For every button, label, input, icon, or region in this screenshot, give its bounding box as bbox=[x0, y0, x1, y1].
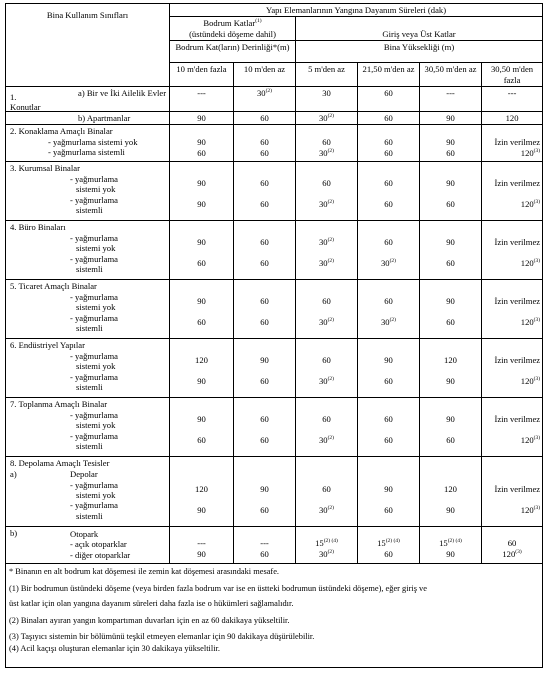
row-otopark-s1: - açık otoparklar bbox=[70, 539, 127, 550]
cell-value: 60 bbox=[322, 296, 331, 307]
cell: 60 bbox=[358, 112, 420, 125]
cell-value: --- bbox=[260, 538, 269, 549]
cell bbox=[358, 457, 420, 527]
cell-value: 60 bbox=[384, 296, 393, 307]
cell bbox=[170, 339, 234, 398]
cell-value: 30 bbox=[318, 147, 328, 158]
row-endustriyel-s1b: sistemi yok bbox=[76, 361, 116, 372]
cell bbox=[420, 457, 482, 527]
table-row-konaklama bbox=[6, 125, 543, 162]
cell bbox=[170, 398, 234, 457]
cell-value: İzin verilmez bbox=[494, 414, 541, 425]
footnote-1a: (1) Bir bodrumun üstündeki döşeme (veya birden fazla bodrum var ise en üstteki bodrumun üstündeki döşeme), eğer giriş ve bbox=[9, 583, 427, 593]
cell bbox=[296, 112, 358, 125]
cell-value: 120 bbox=[520, 258, 534, 269]
cell-value: 15 bbox=[439, 538, 448, 549]
cell-value: 120 bbox=[195, 355, 208, 366]
row-buro-label bbox=[6, 221, 170, 280]
cell-value: 90 bbox=[197, 137, 206, 148]
cell: 60 bbox=[234, 112, 296, 125]
cell bbox=[296, 339, 358, 398]
cell bbox=[482, 527, 543, 564]
sup: (2) bbox=[327, 376, 334, 383]
cell-value: 60 bbox=[322, 355, 331, 366]
cell bbox=[420, 527, 482, 564]
row-kurumsal-label bbox=[6, 162, 170, 221]
cell-value: 90 bbox=[197, 376, 206, 387]
cell bbox=[358, 221, 420, 280]
cell bbox=[420, 221, 482, 280]
cell-value: 60 bbox=[260, 258, 269, 269]
cell-value: 90 bbox=[446, 296, 455, 307]
header-giris bbox=[296, 17, 543, 41]
footnote-3: (3) Taşıyıcı sistemin bir bölümünü teşkil etmeyen elemanlar için 90 dakikaya düşürülebilir. bbox=[9, 632, 315, 642]
sup: (3) bbox=[533, 199, 541, 206]
cell-value: 90 bbox=[260, 484, 269, 495]
row-buro-s2b: sistemli bbox=[76, 264, 103, 275]
cell-value: 60 bbox=[322, 414, 331, 425]
cell-value: 60 bbox=[322, 484, 331, 495]
sup: (2) (4) bbox=[323, 538, 338, 545]
header-bodrum-depth: Bodrum Kat(ların) Derinliği*(m) bbox=[170, 41, 296, 63]
cell-value: 90 bbox=[384, 355, 393, 366]
cell bbox=[296, 398, 358, 457]
row-endustriyel-s1a: - yağmurlama bbox=[70, 350, 118, 361]
cell-value: 60 bbox=[446, 258, 455, 269]
sup: (2) (4) bbox=[385, 538, 400, 545]
row-buro-title: 4. Büro Binaları bbox=[10, 222, 66, 233]
cell-value: 30 bbox=[380, 258, 390, 269]
cell-value: İzin verilmez bbox=[494, 355, 541, 366]
sup: (2) bbox=[327, 113, 334, 120]
row-kurumsal-s1b: sistemi yok bbox=[76, 184, 116, 195]
cell-value: 30 bbox=[318, 376, 328, 387]
cell-value: 60 bbox=[384, 178, 393, 189]
cell-value: 60 bbox=[322, 137, 331, 148]
cell-value: 60 bbox=[384, 414, 393, 425]
cell-value: 90 bbox=[446, 178, 455, 189]
cell-value: 60 bbox=[260, 199, 269, 210]
row-konutlar-group: 1. Konutlar bbox=[10, 92, 41, 112]
row-buro-s1a: - yağmurlama bbox=[70, 232, 118, 243]
cell bbox=[296, 527, 358, 564]
row-depolama-a: a) bbox=[10, 468, 17, 479]
cell-value: 120 bbox=[520, 376, 534, 387]
footnote-1b: üst katlar için olan yangına dayanım süreleri daha fazla ise o hükümleri sağlamalıdır. bbox=[9, 599, 294, 609]
header-bina-yuksekligi: Bina Yüksekliği (m) bbox=[296, 41, 543, 63]
cell-value: 60 bbox=[446, 199, 455, 210]
sup: (2) bbox=[327, 199, 334, 206]
fire-resistance-table bbox=[5, 3, 543, 668]
row-kurumsal-title: 3. Kurumsal Binalar bbox=[10, 163, 80, 174]
cell-value: 60 bbox=[260, 435, 269, 446]
row-toplanma-s1a: - yağmurlama bbox=[70, 409, 118, 420]
cell-value: 120 bbox=[520, 199, 534, 210]
sup: (2) bbox=[327, 237, 334, 244]
sup: (3) bbox=[533, 435, 541, 442]
cell-value: 60 bbox=[197, 317, 206, 328]
col-header-6: 30,50 m'den fazla bbox=[482, 63, 543, 87]
footnote-2: (2) Binaları ayıran yangın kompartıman duvarları için en az 60 dakikaya yükseltilir. bbox=[9, 615, 290, 625]
cell-value: 120 bbox=[444, 355, 457, 366]
cell: 120 bbox=[482, 112, 543, 125]
row-depolama-s2a: - yağmurlama bbox=[70, 500, 118, 511]
cell bbox=[296, 280, 358, 339]
cell-value: 60 bbox=[260, 147, 269, 158]
cell-value: 120 bbox=[502, 548, 516, 559]
cell-value: 90 bbox=[446, 505, 455, 516]
header-bodrum-title: Bodrum Katlar bbox=[203, 18, 256, 29]
table-row-depolama bbox=[6, 457, 543, 527]
table-row-endustriyel bbox=[6, 339, 543, 398]
cell bbox=[482, 221, 543, 280]
cell bbox=[234, 280, 296, 339]
row-toplanma-label bbox=[6, 398, 170, 457]
cell bbox=[358, 339, 420, 398]
row-otopark-b: b) bbox=[10, 528, 18, 539]
row-ticaret-label bbox=[6, 280, 170, 339]
cell-value: 120 bbox=[195, 484, 208, 495]
sup: (3) bbox=[533, 258, 541, 265]
footnote-star: * Binanın en alt bodrum kat döşemesi ile zemin kat döşemesi arasındaki mesafe. bbox=[9, 567, 280, 577]
cell-value: İzin verilmez bbox=[494, 484, 541, 495]
cell-value: 90 bbox=[197, 296, 206, 307]
sup: (2) bbox=[389, 258, 396, 265]
cell-value: 90 bbox=[384, 484, 393, 495]
cell-value: 120 bbox=[444, 484, 457, 495]
cell bbox=[234, 221, 296, 280]
col-header-4: 21,50 m'den az bbox=[358, 63, 420, 87]
cell-value: 90 bbox=[197, 178, 206, 189]
cell-value: 30 bbox=[380, 317, 390, 328]
row-buro-s2a: - yağmurlama bbox=[70, 253, 118, 264]
header-main-title: Yapı Elemanlarının Yangına Dayanım Süreleri (dak) bbox=[170, 4, 543, 17]
cell bbox=[482, 339, 543, 398]
cell bbox=[482, 162, 543, 221]
cell bbox=[170, 527, 234, 564]
sup: (3) bbox=[533, 505, 541, 512]
cell-value: 60 bbox=[446, 147, 455, 158]
row-ticaret-title: 5. Ticaret Amaçlı Binalar bbox=[10, 281, 97, 292]
row-konutlar-label bbox=[6, 87, 170, 112]
cell bbox=[482, 457, 543, 527]
cell bbox=[420, 280, 482, 339]
cell: 90 bbox=[420, 112, 482, 125]
cell-value: 30 bbox=[318, 435, 328, 446]
col-header-2: 10 m'den az bbox=[234, 63, 296, 87]
table-row-buro bbox=[6, 221, 543, 280]
cell bbox=[482, 125, 543, 162]
header-bodrum-note: (üstündeki döşeme dahil) bbox=[189, 28, 276, 39]
footnotes-row bbox=[6, 564, 543, 668]
row-otopark-s2: - diğer otoparklar bbox=[70, 549, 131, 560]
row-ticaret-s2a: - yağmurlama bbox=[70, 312, 118, 323]
row-buro-s1b: sistemi yok bbox=[76, 243, 116, 254]
row-depolama-label bbox=[6, 457, 170, 527]
row-otopark-label bbox=[6, 527, 170, 564]
cell bbox=[420, 398, 482, 457]
cell bbox=[358, 527, 420, 564]
cell bbox=[358, 398, 420, 457]
table-row-toplanma bbox=[6, 398, 543, 457]
cell bbox=[234, 87, 296, 112]
row-konaklama-title: 2. Konaklama Amaçlı Binalar bbox=[10, 126, 113, 137]
cell bbox=[420, 339, 482, 398]
cell bbox=[234, 339, 296, 398]
cell-value: 60 bbox=[322, 178, 331, 189]
cell-value: 30 bbox=[318, 548, 328, 559]
row-toplanma-s2b: sistemli bbox=[76, 441, 103, 452]
header-bodrum-sup: (1) bbox=[255, 18, 262, 25]
footnote-4: (4) Acil kaçışı oluşturan elemanlar için 30 dakikaya yükseltilir. bbox=[9, 644, 220, 654]
col-header-3: 5 m'den az bbox=[296, 63, 358, 87]
cell: 60 bbox=[358, 87, 420, 112]
cell bbox=[482, 398, 543, 457]
row-ticaret-s1b: sistemi yok bbox=[76, 302, 116, 313]
row-konutlar-b-label-cell bbox=[6, 112, 170, 125]
sup: (2) bbox=[265, 88, 272, 95]
row-konaklama-sub2: - yağmurlama sistemli bbox=[48, 147, 125, 158]
table-row-konutlar-b bbox=[6, 112, 543, 125]
cell-value: 30 bbox=[318, 505, 328, 516]
cell-value: --- bbox=[197, 538, 206, 549]
sup: (2) bbox=[327, 147, 334, 154]
cell-value: 60 bbox=[384, 237, 393, 248]
cell-value: 90 bbox=[446, 414, 455, 425]
row-endustriyel-s2a: - yağmurlama bbox=[70, 371, 118, 382]
row-kurumsal-s2b: sistemli bbox=[76, 205, 103, 216]
cell bbox=[170, 162, 234, 221]
cell-value: 60 bbox=[384, 137, 393, 148]
cell-value: 60 bbox=[260, 237, 269, 248]
cell bbox=[358, 280, 420, 339]
cell bbox=[170, 280, 234, 339]
cell bbox=[296, 162, 358, 221]
cell-value: 60 bbox=[197, 147, 206, 158]
cell bbox=[296, 125, 358, 162]
row-depolama-s1a: - yağmurlama bbox=[70, 479, 118, 490]
cell-value: 60 bbox=[446, 317, 455, 328]
cell-value: 120 bbox=[520, 147, 534, 158]
cell-value: 90 bbox=[197, 199, 206, 210]
cell bbox=[358, 162, 420, 221]
row-konaklama-sub1: - yağmurlama sistemi yok bbox=[48, 136, 138, 147]
table-row-kurumsal bbox=[6, 162, 543, 221]
row-ticaret-s1a: - yağmurlama bbox=[70, 291, 118, 302]
row-konaklama-label bbox=[6, 125, 170, 162]
cell-value: 60 bbox=[260, 317, 269, 328]
cell-value: 90 bbox=[446, 376, 455, 387]
cell-value: 15 bbox=[377, 538, 386, 549]
cell: --- bbox=[420, 87, 482, 112]
sup: (3) bbox=[533, 317, 541, 324]
cell bbox=[420, 125, 482, 162]
col-header-1: 10 m'den fazla bbox=[170, 63, 234, 87]
cell bbox=[482, 280, 543, 339]
sup: (2) bbox=[327, 548, 334, 555]
cell-value: İzin verilmez bbox=[494, 237, 541, 248]
cell-value: 30 bbox=[318, 258, 328, 269]
cell: 90 bbox=[170, 112, 234, 125]
cell-value: 60 bbox=[260, 505, 269, 516]
sup: (3) bbox=[533, 147, 541, 154]
cell-value: 60 bbox=[507, 538, 517, 549]
sup: (2) bbox=[327, 258, 334, 265]
cell-value: 60 bbox=[260, 376, 269, 387]
cell-value: 90 bbox=[446, 548, 455, 559]
cell-value: 90 bbox=[197, 505, 206, 516]
cell-value: 15 bbox=[315, 538, 324, 549]
cell-value: 90 bbox=[260, 355, 269, 366]
sup: (3) bbox=[515, 548, 522, 555]
row-ticaret-s2b: sistemli bbox=[76, 323, 103, 334]
cell bbox=[358, 125, 420, 162]
table-row-ticaret bbox=[6, 280, 543, 339]
cell bbox=[234, 125, 296, 162]
cell-value: 30 bbox=[256, 88, 266, 99]
sup: (2) bbox=[327, 505, 334, 512]
sup: (2) bbox=[327, 317, 334, 324]
cell bbox=[170, 457, 234, 527]
row-kurumsal-s1a: - yağmurlama bbox=[70, 173, 118, 184]
row-endustriyel-label bbox=[6, 339, 170, 398]
cell-value: 60 bbox=[260, 296, 269, 307]
cell-value: 90 bbox=[446, 137, 455, 148]
row-endustriyel-title: 6. Endüstriyel Yapılar bbox=[10, 340, 85, 351]
table-row-otopark bbox=[6, 527, 543, 564]
cell-value: 60 bbox=[384, 548, 393, 559]
cell-value: 120 bbox=[520, 435, 534, 446]
cell bbox=[234, 398, 296, 457]
cell-value: 60 bbox=[384, 376, 393, 387]
col-header-5: 30,50 m'den az bbox=[420, 63, 482, 87]
cell bbox=[170, 221, 234, 280]
cell bbox=[234, 457, 296, 527]
cell bbox=[296, 457, 358, 527]
row-konutlar-a-label: a) Bir ve İki Ailelik Evler bbox=[78, 88, 167, 99]
cell bbox=[234, 527, 296, 564]
cell bbox=[296, 221, 358, 280]
sup: (2) bbox=[389, 317, 396, 324]
cell-value: İzin verilmez bbox=[494, 296, 541, 307]
cell-value: 60 bbox=[384, 435, 393, 446]
cell-value: 60 bbox=[384, 199, 393, 210]
row-konutlar-b-label: b) Apartmanlar bbox=[78, 113, 131, 124]
cell-value: 90 bbox=[197, 414, 206, 425]
header-bodrum bbox=[170, 17, 296, 41]
sup: (2) (4) bbox=[447, 538, 462, 545]
cell-value: 90 bbox=[446, 237, 455, 248]
row-toplanma-s1b: sistemi yok bbox=[76, 420, 116, 431]
row-depolama-sub: Depolar bbox=[70, 469, 98, 480]
cell-value: 60 bbox=[197, 435, 206, 446]
cell-value: 60 bbox=[260, 178, 269, 189]
cell-value: 60 bbox=[446, 435, 455, 446]
row-otopark-title: Otopark bbox=[70, 528, 99, 539]
row-depolama-title: 8. Depolama Amaçlı Tesisler bbox=[10, 458, 110, 469]
row-depolama-s1b: sistemi yok bbox=[76, 490, 116, 501]
cell-value: 60 bbox=[260, 414, 269, 425]
cell-value: 60 bbox=[197, 258, 206, 269]
row-depolama-s2b: sistemli bbox=[76, 510, 103, 521]
row-toplanma-s2a: - yağmurlama bbox=[70, 430, 118, 441]
sup: (2) bbox=[327, 435, 334, 442]
cell-value: 60 bbox=[260, 548, 269, 559]
cell-value: İzin verilmez bbox=[494, 137, 541, 148]
footnotes-cell bbox=[6, 564, 543, 668]
row-kurumsal-s2a: - yağmurlama bbox=[70, 194, 118, 205]
table-row-konutlar-a bbox=[6, 87, 543, 112]
cell bbox=[420, 162, 482, 221]
row-endustriyel-s2b: sistemli bbox=[76, 382, 103, 393]
cell bbox=[170, 125, 234, 162]
sup: (3) bbox=[533, 376, 541, 383]
cell-value: 60 bbox=[260, 137, 269, 148]
row-toplanma-title: 7. Toplanma Amaçlı Binalar bbox=[10, 399, 108, 410]
header-usage-classes bbox=[6, 4, 170, 87]
cell-value: 60 bbox=[384, 505, 393, 516]
cell-value: 90 bbox=[197, 237, 206, 248]
header-giris-title: Giriş veya Üst Katlar bbox=[382, 28, 456, 39]
cell-value: 30 bbox=[318, 317, 328, 328]
cell-value: 30 bbox=[318, 113, 328, 124]
cell-value: 60 bbox=[384, 147, 393, 158]
cell-value: İzin verilmez bbox=[494, 178, 541, 189]
cell-value: 90 bbox=[197, 548, 206, 559]
cell-value: 120 bbox=[520, 317, 534, 328]
header-usage-classes-label: Bina Kullanım Sınıfları bbox=[46, 10, 129, 20]
cell-value: 30 bbox=[318, 199, 328, 210]
cell-value: 30 bbox=[318, 237, 328, 248]
cell-value: 120 bbox=[520, 505, 534, 516]
cell: --- bbox=[170, 87, 234, 112]
cell: 30 bbox=[296, 87, 358, 112]
cell bbox=[234, 162, 296, 221]
cell: --- bbox=[482, 87, 543, 112]
